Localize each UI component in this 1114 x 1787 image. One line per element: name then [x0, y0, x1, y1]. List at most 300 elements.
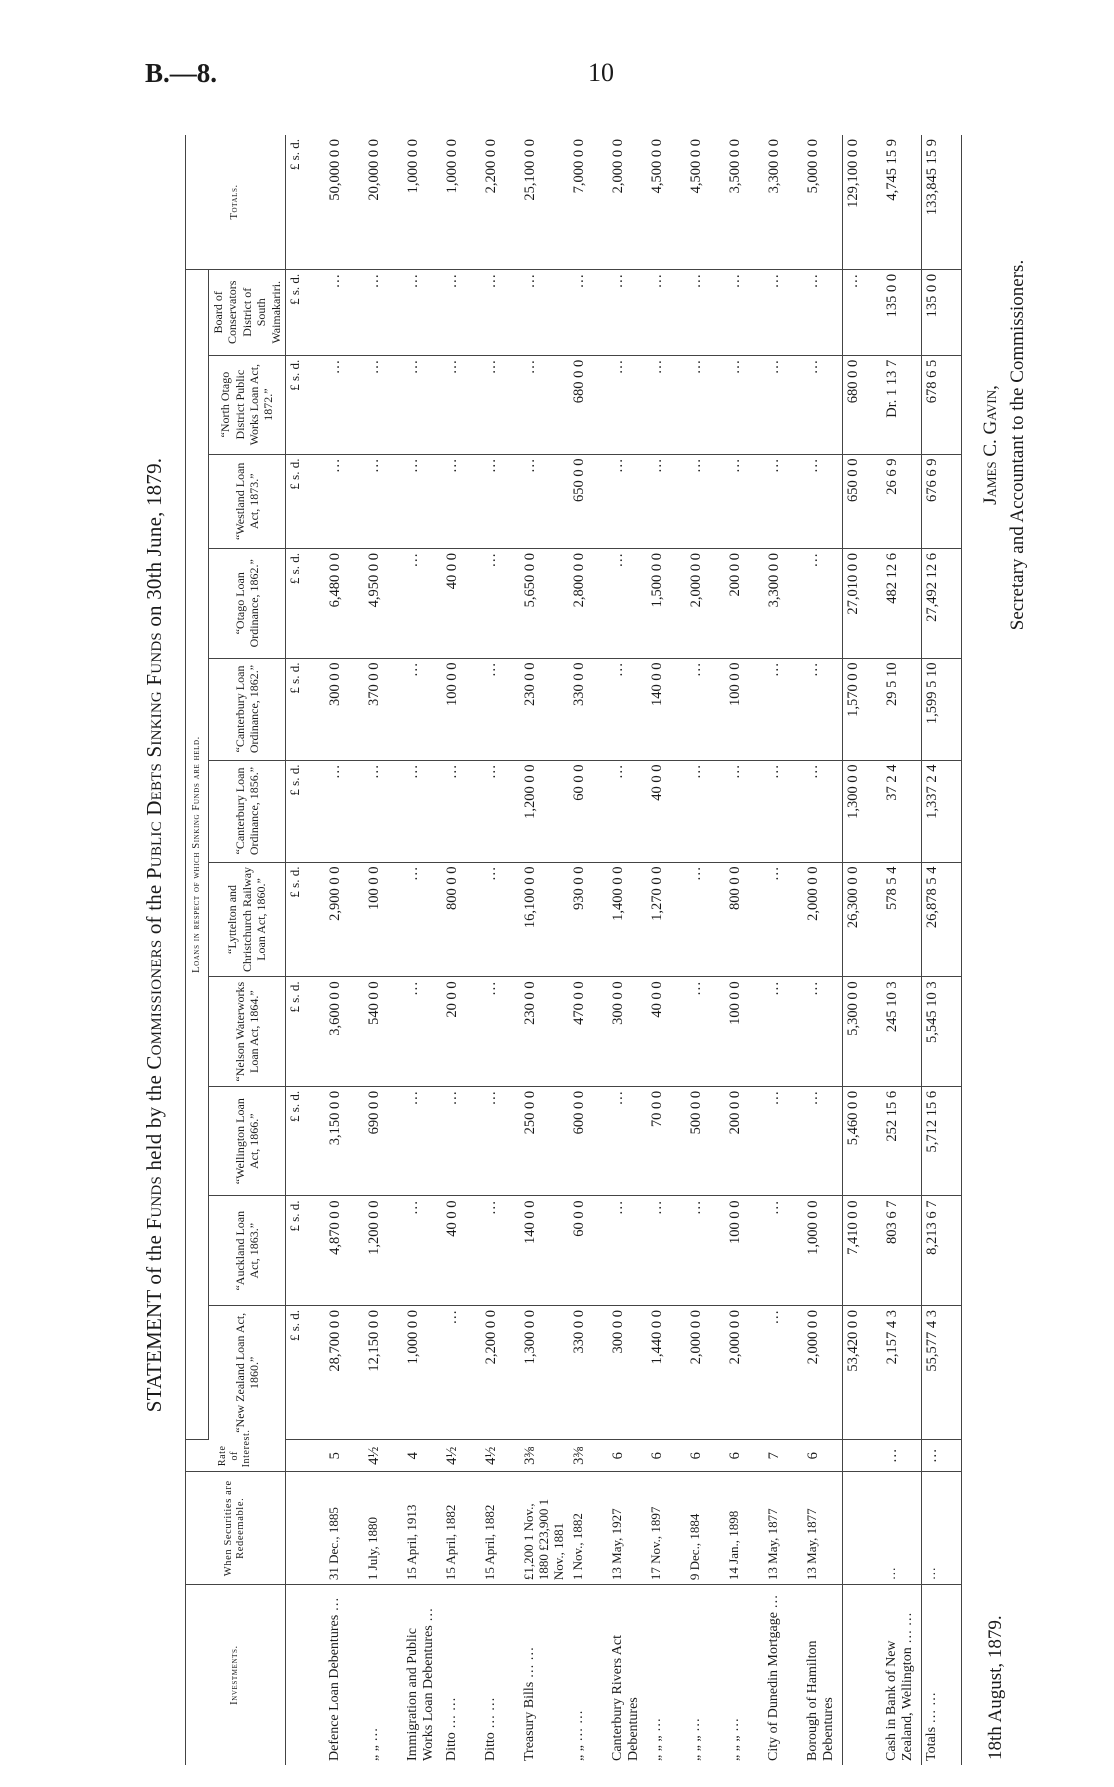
- redeemable-cell: 13 May, 1877: [803, 1472, 843, 1585]
- header-loan: “New Zealand Loan Act, 1860.”: [209, 1305, 286, 1439]
- amount-cell: 690 0 0: [364, 1086, 403, 1196]
- amount-cell: …: [608, 269, 647, 355]
- amount-cell: 600 0 0: [569, 1086, 608, 1196]
- amount-cell: 100 0 0: [725, 977, 764, 1087]
- title-commissioners: Commissioners: [142, 939, 166, 1070]
- unit-label: £ s. d.: [285, 862, 325, 977]
- amount-cell: …: [608, 454, 647, 548]
- amount-cell: 540 0 0: [364, 977, 403, 1087]
- amount-cell: …: [608, 549, 647, 659]
- amount-cell: …: [403, 355, 442, 454]
- redeemable-cell: 15 April, 1882: [481, 1472, 520, 1585]
- header-when-redeemable: When Securities are Redeemable.: [186, 1472, 286, 1585]
- amount-cell: …: [325, 355, 364, 454]
- amount-cell: 1,200 0 0: [364, 1196, 403, 1306]
- amount-cell: …: [325, 760, 364, 862]
- header-group-row: [186, 135, 209, 1765]
- amount-cell: …: [403, 760, 442, 862]
- amount-cell: 20 0 0: [442, 977, 481, 1087]
- amount-cell: …: [803, 760, 843, 862]
- investment-cell: „ „ … …: [570, 1710, 586, 1761]
- amount-cell: 6,480 0 0: [325, 549, 364, 659]
- amount-cell: …: [686, 760, 725, 862]
- rate-cell: 6: [686, 1440, 725, 1472]
- amount-cell: …: [442, 1305, 481, 1439]
- amount-cell: …: [686, 454, 725, 548]
- amount-cell: …: [481, 1196, 520, 1306]
- amount-cell: 1,337 2 4: [921, 760, 961, 862]
- rate-cell: 4: [403, 1440, 442, 1472]
- amount-cell: …: [569, 269, 608, 355]
- rate-cell: 4½: [481, 1440, 520, 1472]
- redeemable-cell: 1 July, 1880: [364, 1472, 403, 1585]
- amount-cell: 800 0 0: [442, 862, 481, 977]
- amount-cell: …: [803, 549, 843, 659]
- investment-cell: Ditto … …: [443, 1697, 459, 1761]
- amount-cell: …: [403, 658, 442, 760]
- total-cell: 5,000 0 0: [803, 135, 843, 269]
- amount-cell: 12,150 0 0: [364, 1305, 403, 1439]
- rate-cell: …: [921, 1440, 961, 1472]
- amount-cell: 1,570 0 0: [842, 658, 882, 760]
- amount-cell: …: [842, 269, 882, 355]
- amount-cell: 650 0 0: [842, 454, 882, 548]
- unit-label: £ s. d.: [285, 454, 325, 548]
- amount-cell: 482 12 6: [882, 549, 922, 659]
- investment-cell: Canterbury Rivers Act Debentures: [609, 1635, 641, 1761]
- amount-cell: 680 0 0: [842, 355, 882, 454]
- page-header: [0, 0, 1114, 120]
- amount-cell: 100 0 0: [725, 1196, 764, 1306]
- amount-cell: 250 0 0: [520, 1086, 569, 1196]
- header-loan: “Wellington Loan Act, 1866.”: [209, 1086, 286, 1196]
- amount-cell: 245 10 3: [882, 977, 922, 1087]
- page-id: B.—8.: [145, 58, 218, 88]
- total-cell: 20,000 0 0: [364, 135, 403, 269]
- amount-cell: 1,000 0 0: [803, 1196, 843, 1306]
- amount-cell: …: [520, 454, 569, 548]
- amount-cell: …: [686, 658, 725, 760]
- amount-cell: 5,650 0 0: [520, 549, 569, 659]
- amount-cell: 40 0 0: [442, 1196, 481, 1306]
- table-row: [520, 135, 569, 1765]
- investment-cell: Immigration and Public Works Loan Debentures …: [404, 1607, 437, 1761]
- table-row: [803, 135, 843, 1765]
- amount-cell: 53,420 0 0: [842, 1305, 882, 1439]
- redeemable-cell: …: [882, 1472, 922, 1585]
- redeemable-cell: …: [921, 1472, 961, 1585]
- amount-cell: 330 0 0: [569, 1305, 608, 1439]
- amount-cell: 200 0 0: [725, 549, 764, 659]
- amount-cell: 5,545 10 3: [921, 977, 961, 1087]
- amount-cell: …: [481, 269, 520, 355]
- header-loan: Board of Conservators District of South Waimakariri.: [209, 269, 286, 355]
- amount-cell: 4,950 0 0: [364, 549, 403, 659]
- amount-cell: …: [403, 977, 442, 1087]
- rate-cell: 6: [803, 1440, 843, 1472]
- amount-cell: 300 0 0: [325, 658, 364, 760]
- amount-cell: …: [764, 760, 803, 862]
- unit-label: £ s. d.: [285, 760, 325, 862]
- statement-title: [142, 215, 167, 1655]
- table-body: [285, 135, 961, 1765]
- amount-cell: 650 0 0: [569, 454, 608, 548]
- unit-label: £ s. d.: [285, 1086, 325, 1196]
- amount-cell: 803 6 7: [882, 1196, 922, 1306]
- amount-cell: …: [647, 1196, 686, 1306]
- redeemable-cell: £1,200 1 Nov., 1880 £23,900 1 Nov., 1881: [520, 1472, 569, 1585]
- amount-cell: …: [608, 355, 647, 454]
- header-loan: “Westland Loan Act, 1873.”: [209, 454, 286, 548]
- amount-cell: 40 0 0: [647, 760, 686, 862]
- rate-cell: 4½: [442, 1440, 481, 1472]
- header-loan: “Canterbury Loan Ordinance, 1862.”: [209, 658, 286, 760]
- amount-cell: 230 0 0: [520, 658, 569, 760]
- amount-cell: 2,157 4 3: [882, 1305, 922, 1439]
- table-row: [882, 135, 922, 1765]
- redeemable-cell: 9 Dec., 1884: [686, 1472, 725, 1585]
- amount-cell: …: [803, 977, 843, 1087]
- unit-label: £ s. d.: [285, 1305, 325, 1439]
- signature-name: James C. Gavin,: [980, 385, 1001, 505]
- amount-cell: 4,870 0 0: [325, 1196, 364, 1306]
- amount-cell: …: [608, 658, 647, 760]
- amount-cell: …: [481, 454, 520, 548]
- amount-cell: …: [403, 269, 442, 355]
- amount-cell: 1,200 0 0: [520, 760, 569, 862]
- investment-cell: Cash in Bank of New Zealand, Wellington … …: [883, 1612, 915, 1761]
- amount-cell: …: [803, 269, 843, 355]
- rate-cell: 7: [764, 1440, 803, 1472]
- amount-cell: …: [647, 269, 686, 355]
- amount-cell: 140 0 0: [520, 1196, 569, 1306]
- header-totals: Totals.: [186, 135, 286, 269]
- amount-cell: 1,400 0 0: [608, 862, 647, 977]
- total-cell: 3,300 0 0: [764, 135, 803, 269]
- amount-cell: 26,300 0 0: [842, 862, 882, 977]
- amount-cell: …: [764, 1305, 803, 1439]
- amount-cell: …: [481, 658, 520, 760]
- table-row: [921, 135, 961, 1765]
- rate-cell: 6: [647, 1440, 686, 1472]
- amount-cell: …: [325, 269, 364, 355]
- amount-cell: 140 0 0: [647, 658, 686, 760]
- redeemable-cell: 17 Nov., 1897: [647, 1472, 686, 1585]
- header-loan: “Otago Loan Ordinance, 1862.”: [209, 549, 286, 659]
- investment-cell: Ditto … …: [482, 1697, 498, 1761]
- amount-cell: …: [608, 1086, 647, 1196]
- amount-cell: 135 0 0: [921, 269, 961, 355]
- rate-cell: 3⅜: [520, 1440, 569, 1472]
- redeemable-cell: 15 April, 1913: [403, 1472, 442, 1585]
- amount-cell: …: [442, 355, 481, 454]
- amount-cell: …: [725, 269, 764, 355]
- total-cell: 7,000 0 0: [569, 135, 608, 269]
- total-cell: 1,000 0 0: [403, 135, 442, 269]
- investment-cell: „ „ …: [365, 1727, 381, 1761]
- amount-cell: 2,000 0 0: [803, 862, 843, 977]
- amount-cell: 28,700 0 0: [325, 1305, 364, 1439]
- amount-cell: 5,712 15 6: [921, 1086, 961, 1196]
- rate-cell: …: [882, 1440, 922, 1472]
- investment-cell: Treasury Bills … …: [521, 1646, 537, 1761]
- amount-cell: …: [442, 269, 481, 355]
- amount-cell: …: [442, 454, 481, 548]
- amount-cell: 230 0 0: [520, 977, 569, 1087]
- investment-cell: City of Dunedin Mortgage …: [765, 1594, 781, 1761]
- amount-cell: 3,300 0 0: [764, 549, 803, 659]
- amount-cell: …: [803, 1086, 843, 1196]
- total-cell: 2,200 0 0: [481, 135, 520, 269]
- amount-cell: 1,300 0 0: [842, 760, 882, 862]
- title-suffix: on 30th June, 1879.: [142, 457, 166, 633]
- amount-cell: 60 0 0: [569, 760, 608, 862]
- amount-cell: 2,800 0 0: [569, 549, 608, 659]
- table-row: [442, 135, 481, 1765]
- amount-cell: …: [442, 760, 481, 862]
- amount-cell: …: [647, 355, 686, 454]
- table-row: [842, 135, 882, 1765]
- header-loan: “Nelson Waterworks Loan Act, 1864.”: [209, 977, 286, 1087]
- total-cell: 25,100 0 0: [520, 135, 569, 269]
- redeemable-cell: 31 Dec., 1885: [325, 1472, 364, 1585]
- amount-cell: 55,577 4 3: [921, 1305, 961, 1439]
- amount-cell: …: [325, 454, 364, 548]
- amount-cell: …: [364, 454, 403, 548]
- amount-cell: …: [725, 454, 764, 548]
- redeemable-cell: 13 May, 1877: [764, 1472, 803, 1585]
- amount-cell: …: [686, 269, 725, 355]
- table-row: [403, 135, 442, 1765]
- amount-cell: 1,270 0 0: [647, 862, 686, 977]
- title-funds: Funds: [142, 1175, 166, 1230]
- rate-cell: 6: [608, 1440, 647, 1472]
- signature-date: 18th August, 1879.: [985, 1615, 1006, 1760]
- amount-cell: 500 0 0: [686, 1086, 725, 1196]
- header-loan: “Canterbury Loan Ordinance, 1856.”: [209, 760, 286, 862]
- amount-cell: 7,410 0 0: [842, 1196, 882, 1306]
- amount-cell: 27,010 0 0: [842, 549, 882, 659]
- amount-cell: 3,600 0 0: [325, 977, 364, 1087]
- amount-cell: …: [764, 862, 803, 977]
- amount-cell: 27,492 12 6: [921, 549, 961, 659]
- amount-cell: …: [686, 355, 725, 454]
- amount-cell: 300 0 0: [608, 977, 647, 1087]
- amount-cell: 5,460 0 0: [842, 1086, 882, 1196]
- amount-cell: 37 2 4: [882, 760, 922, 862]
- total-cell: 4,500 0 0: [686, 135, 725, 269]
- amount-cell: …: [803, 454, 843, 548]
- amount-cell: …: [481, 977, 520, 1087]
- title-mid: held by the: [142, 1069, 166, 1176]
- rotated-document: [140, 110, 1080, 1765]
- amount-cell: 252 15 6: [882, 1086, 922, 1196]
- amount-cell: 470 0 0: [569, 977, 608, 1087]
- amount-cell: 29 5 10: [882, 658, 922, 760]
- amount-cell: …: [403, 1196, 442, 1306]
- amount-cell: 1,440 0 0: [647, 1305, 686, 1439]
- table-row: [481, 135, 520, 1765]
- investment-cell: Borough of Hamilton Debentures: [804, 1640, 836, 1761]
- title-of: of the: [142, 879, 166, 940]
- total-cell: 50,000 0 0: [325, 135, 364, 269]
- total-cell: 3,500 0 0: [725, 135, 764, 269]
- amount-cell: 1,500 0 0: [647, 549, 686, 659]
- investment-cell: „ „ „ …: [687, 1717, 703, 1761]
- amount-cell: …: [764, 454, 803, 548]
- amount-cell: …: [803, 355, 843, 454]
- amount-cell: …: [364, 760, 403, 862]
- amount-cell: …: [608, 1196, 647, 1306]
- amount-cell: …: [647, 454, 686, 548]
- table-row: [725, 135, 764, 1765]
- investment-cell: [842, 1585, 882, 1765]
- total-cell: 1,000 0 0: [442, 135, 481, 269]
- table-row: [569, 135, 608, 1765]
- amount-cell: 60 0 0: [569, 1196, 608, 1306]
- amount-cell: …: [725, 760, 764, 862]
- table-row: [686, 135, 725, 1765]
- amount-cell: …: [686, 977, 725, 1087]
- amount-cell: …: [764, 269, 803, 355]
- redeemable-cell: 13 May, 1927: [608, 1472, 647, 1585]
- total-cell: 4,500 0 0: [647, 135, 686, 269]
- amount-cell: …: [764, 977, 803, 1087]
- rate-cell: 6: [725, 1440, 764, 1472]
- amount-cell: 1,000 0 0: [403, 1305, 442, 1439]
- amount-cell: …: [764, 355, 803, 454]
- title-public-debts: Public Debts Sinking Funds: [142, 632, 166, 880]
- amount-cell: 200 0 0: [725, 1086, 764, 1196]
- investment-cell: Totals … …: [921, 1585, 961, 1765]
- amount-cell: …: [403, 454, 442, 548]
- amount-cell: 676 6 9: [921, 454, 961, 548]
- amount-cell: 2,900 0 0: [325, 862, 364, 977]
- amount-cell: …: [481, 549, 520, 659]
- amount-cell: …: [725, 355, 764, 454]
- amount-cell: …: [364, 269, 403, 355]
- total-cell: 133,845 15 9: [921, 135, 961, 269]
- amount-cell: …: [686, 862, 725, 977]
- header-loan: “Auckland Loan Act, 1863.”: [209, 1196, 286, 1306]
- signature-position: Secretary and Accountant to the Commissioners.: [1007, 259, 1028, 631]
- amount-cell: …: [481, 1086, 520, 1196]
- table-row: [764, 135, 803, 1765]
- amount-cell: 26 6 9: [882, 454, 922, 548]
- amount-cell: 930 0 0: [569, 862, 608, 977]
- redeemable-cell: 15 April, 1882: [442, 1472, 481, 1585]
- amount-cell: 2,000 0 0: [803, 1305, 843, 1439]
- unit-label: £ s. d.: [285, 549, 325, 659]
- investment-cell: „ „ „ …: [726, 1717, 742, 1761]
- amount-cell: 680 0 0: [569, 355, 608, 454]
- table-row: [647, 135, 686, 1765]
- sinking-funds-table: [185, 135, 962, 1765]
- amount-cell: 2,200 0 0: [481, 1305, 520, 1439]
- amount-cell: …: [442, 1086, 481, 1196]
- amount-cell: 8,213 6 7: [921, 1196, 961, 1306]
- amount-cell: …: [764, 658, 803, 760]
- amount-cell: 16,100 0 0: [520, 862, 569, 977]
- amount-cell: 70 0 0: [647, 1086, 686, 1196]
- amount-cell: …: [803, 658, 843, 760]
- table-row: [608, 135, 647, 1765]
- amount-cell: …: [764, 1196, 803, 1306]
- header-investments: Investments.: [186, 1585, 286, 1765]
- header-loans-group: Loans in respect of which Sinking Funds are held.: [186, 269, 209, 1439]
- amount-cell: 1,300 0 0: [520, 1305, 569, 1439]
- amount-cell: …: [481, 760, 520, 862]
- amount-cell: 370 0 0: [364, 658, 403, 760]
- rate-cell: 4½: [364, 1440, 403, 1472]
- amount-cell: 3,150 0 0: [325, 1086, 364, 1196]
- amount-cell: 100 0 0: [442, 658, 481, 760]
- page-number: 10: [588, 58, 614, 87]
- amount-cell: Dr. 1 13 7: [882, 355, 922, 454]
- amount-cell: …: [520, 269, 569, 355]
- amount-cell: …: [520, 355, 569, 454]
- amount-cell: …: [764, 1086, 803, 1196]
- unit-label: £ s. d.: [285, 135, 325, 269]
- amount-cell: 578 5 4: [882, 862, 922, 977]
- amount-cell: 100 0 0: [364, 862, 403, 977]
- unit-label: £ s. d.: [285, 1196, 325, 1306]
- amount-cell: …: [403, 1086, 442, 1196]
- investment-cell: „ „ „ …: [648, 1717, 664, 1761]
- header-loan: “North Otago District Public Works Loan Act, 1872.”: [209, 355, 286, 454]
- amount-cell: …: [608, 760, 647, 862]
- table-row: [364, 135, 403, 1765]
- amount-cell: …: [403, 549, 442, 659]
- amount-cell: 2,000 0 0: [686, 549, 725, 659]
- amount-cell: …: [364, 355, 403, 454]
- amount-cell: 330 0 0: [569, 658, 608, 760]
- unit-row: [285, 135, 325, 1765]
- header-loan: “Lyttelton and Christchurch Railway Loan Act, 1860.”: [209, 862, 286, 977]
- amount-cell: 5,300 0 0: [842, 977, 882, 1087]
- investment-cell: Defence Loan Debentures …: [326, 1597, 342, 1761]
- amount-cell: 300 0 0: [608, 1305, 647, 1439]
- amount-cell: 40 0 0: [647, 977, 686, 1087]
- redeemable-cell: 14 Jan., 1898: [725, 1472, 764, 1585]
- amount-cell: 100 0 0: [725, 658, 764, 760]
- amount-cell: 40 0 0: [442, 549, 481, 659]
- amount-cell: …: [481, 355, 520, 454]
- amount-cell: 800 0 0: [725, 862, 764, 977]
- title-prefix: STATEMENT of the: [142, 1229, 166, 1413]
- unit-label: £ s. d.: [285, 355, 325, 454]
- rate-cell: [842, 1440, 882, 1472]
- unit-label: £ s. d.: [285, 658, 325, 760]
- amount-cell: 135 0 0: [882, 269, 922, 355]
- total-cell: 4,745 15 9: [882, 135, 922, 269]
- header-rate-of-interest: Rate of Interest.: [186, 1440, 286, 1472]
- amount-cell: 1,599 5 10: [921, 658, 961, 760]
- amount-cell: 2,000 0 0: [725, 1305, 764, 1439]
- rate-cell: 3⅜: [569, 1440, 608, 1472]
- unit-label: £ s. d.: [285, 977, 325, 1087]
- total-cell: 2,000 0 0: [608, 135, 647, 269]
- amount-cell: 2,000 0 0: [686, 1305, 725, 1439]
- redeemable-cell: 1 Nov., 1882: [569, 1472, 608, 1585]
- amount-cell: …: [686, 1196, 725, 1306]
- amount-cell: 26,878 5 4: [921, 862, 961, 977]
- table-row: [325, 135, 364, 1765]
- amount-cell: …: [403, 862, 442, 977]
- amount-cell: 678 6 5: [921, 355, 961, 454]
- rate-cell: 5: [325, 1440, 364, 1472]
- total-cell: 129,100 0 0: [842, 135, 882, 269]
